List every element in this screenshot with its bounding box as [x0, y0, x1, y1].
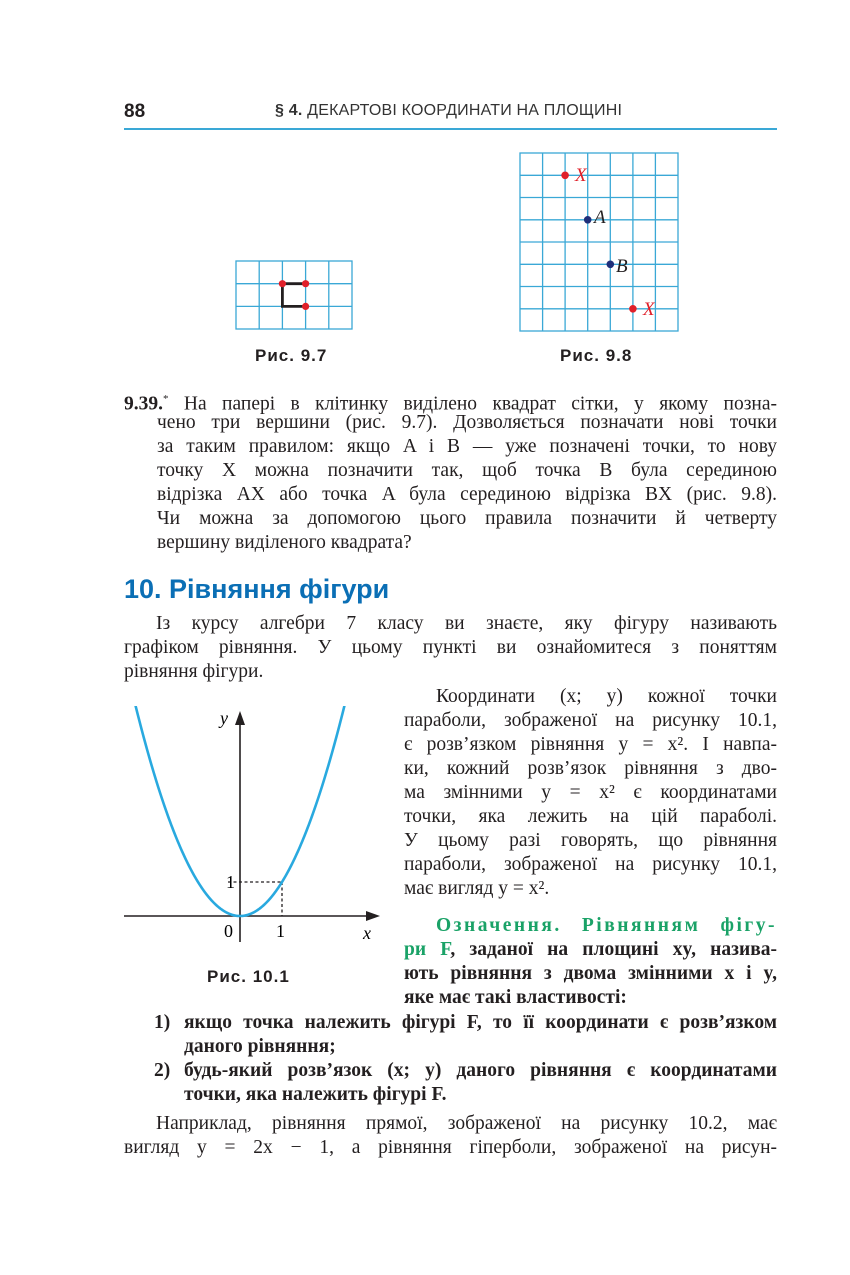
- property-line: якщо точка належить фігурі F, то її координати є розв’язком: [184, 1012, 777, 1033]
- right-line: У цьому разі говорять, що рівняння: [404, 830, 777, 851]
- y-axis-label: y: [220, 708, 228, 728]
- figure-9-7-caption: Рис. 9.7: [255, 346, 328, 365]
- vertex-point: [302, 303, 309, 310]
- right-line: є розв’язком рівняння y = x². І навпа-: [404, 734, 777, 755]
- page-number: 88: [124, 101, 146, 122]
- definition-lead-end: ри F: [404, 939, 451, 960]
- property-line: даного рівняння;: [184, 1036, 336, 1057]
- label-b: B: [616, 256, 628, 277]
- right-line: має вигляд y = x².: [404, 878, 550, 899]
- right-line: ки, кожний розв’язок рівняння з дво-: [404, 758, 777, 779]
- definition-block: [404, 914, 777, 1010]
- intro-line: графіком рівняння. У цьому пункті ви ознайомитеся з поняттям: [124, 637, 777, 658]
- problem-line: На папері в клітинку виділено квадрат сітки, у якому позна-: [183, 393, 778, 415]
- problem-number: 9.39.: [124, 393, 163, 415]
- right-column-paragraph: [404, 685, 777, 901]
- property-line: будь-який розв’язок (x; y) даного рівняння є координатами: [184, 1060, 777, 1081]
- intro-line: рівняння фігури.: [124, 661, 264, 682]
- label-a: A: [594, 207, 606, 228]
- point-b: [607, 261, 615, 269]
- origin-label: 0: [224, 921, 233, 941]
- property-list: [154, 1011, 777, 1107]
- figure-9-7: [235, 260, 355, 332]
- definition-line: ють рівняння з двома змінними x і y,: [404, 963, 777, 984]
- vertex-point: [279, 280, 286, 287]
- intro-line: Із курсу алгебри 7 класу ви знаєте, яку фігуру називають: [156, 613, 777, 634]
- property-number: 2): [154, 1060, 171, 1081]
- right-line: параболи, зображеної на рисунку 10.1,: [404, 710, 777, 731]
- problem-star: *: [163, 393, 169, 405]
- right-line: Координати (x; y) кожної точки: [436, 686, 777, 707]
- header-rule: [124, 128, 777, 130]
- problem-line: Чи можна за допомогою цього правила позначити й четверту: [157, 508, 777, 529]
- problem-line: точку X можна позначити так, щоб точка B була серединою: [157, 460, 777, 481]
- y-axis-arrow: [235, 711, 245, 725]
- figure-9-8: [519, 152, 681, 334]
- square-outline: [282, 284, 305, 307]
- label-x-bottom: X: [643, 299, 655, 320]
- closing-paragraph: [124, 1112, 777, 1160]
- intro-paragraph: [124, 612, 777, 684]
- section-mark: § 4.: [275, 102, 303, 119]
- problem-line: вершину виділеного квадрата?: [157, 532, 412, 553]
- label-x-top: X: [575, 165, 587, 186]
- property-number: 1): [154, 1012, 171, 1033]
- section-title: 10. Рівняння фігури: [124, 574, 390, 604]
- vertex-point: [302, 280, 309, 287]
- closing-line: Наприклад, рівняння прямої, зображеної на рисунку 10.2, має: [156, 1113, 777, 1134]
- figure-10-1-caption: Рис. 10.1: [207, 967, 290, 986]
- y-tick-label: 1: [226, 872, 235, 892]
- running-head: [275, 102, 622, 120]
- problem-line: чено три вершини (рис. 9.7). Дозволяється позначати нові точки: [157, 412, 777, 433]
- figure-10-1: [120, 706, 390, 946]
- closing-line: вигляд y = 2x − 1, а рівняння гіперболи, зображеної на рисун-: [124, 1137, 777, 1158]
- point-x-top: [561, 172, 569, 180]
- point-a: [584, 216, 592, 224]
- x-axis-label: x: [363, 923, 371, 943]
- property-item: [154, 1011, 777, 1059]
- definition-line: яке має такі властивості:: [404, 987, 627, 1008]
- right-line: параболи, зображеної на рисунку 10.1,: [404, 854, 777, 875]
- section-title: ДЕКАРТОВІ КООРДИНАТИ НА ПЛОЩИНІ: [307, 102, 623, 119]
- x-tick-label: 1: [276, 921, 285, 941]
- right-line: точки, яка лежить на цій параболі.: [404, 806, 777, 827]
- definition-line: , заданої на площині xy, назива-: [450, 939, 777, 960]
- point-x-bottom: [629, 305, 637, 313]
- property-item: [154, 1059, 777, 1107]
- x-axis-arrow: [366, 911, 380, 921]
- right-line: ма змінними y = x² є координатами: [404, 782, 777, 803]
- problem-body: [157, 411, 777, 555]
- problem-line: відрізка AX або точка A була серединою відрізка BX (рис. 9.8).: [157, 484, 777, 505]
- figure-9-8-caption: Рис. 9.8: [560, 346, 633, 365]
- problem-line: за таким правилом: якщо A і B — уже позначені точки, то нову: [157, 436, 777, 457]
- property-line: точки, яка належить фігурі F.: [184, 1084, 447, 1105]
- definition-lead: Означення. Рівнянням фігу-: [436, 915, 777, 936]
